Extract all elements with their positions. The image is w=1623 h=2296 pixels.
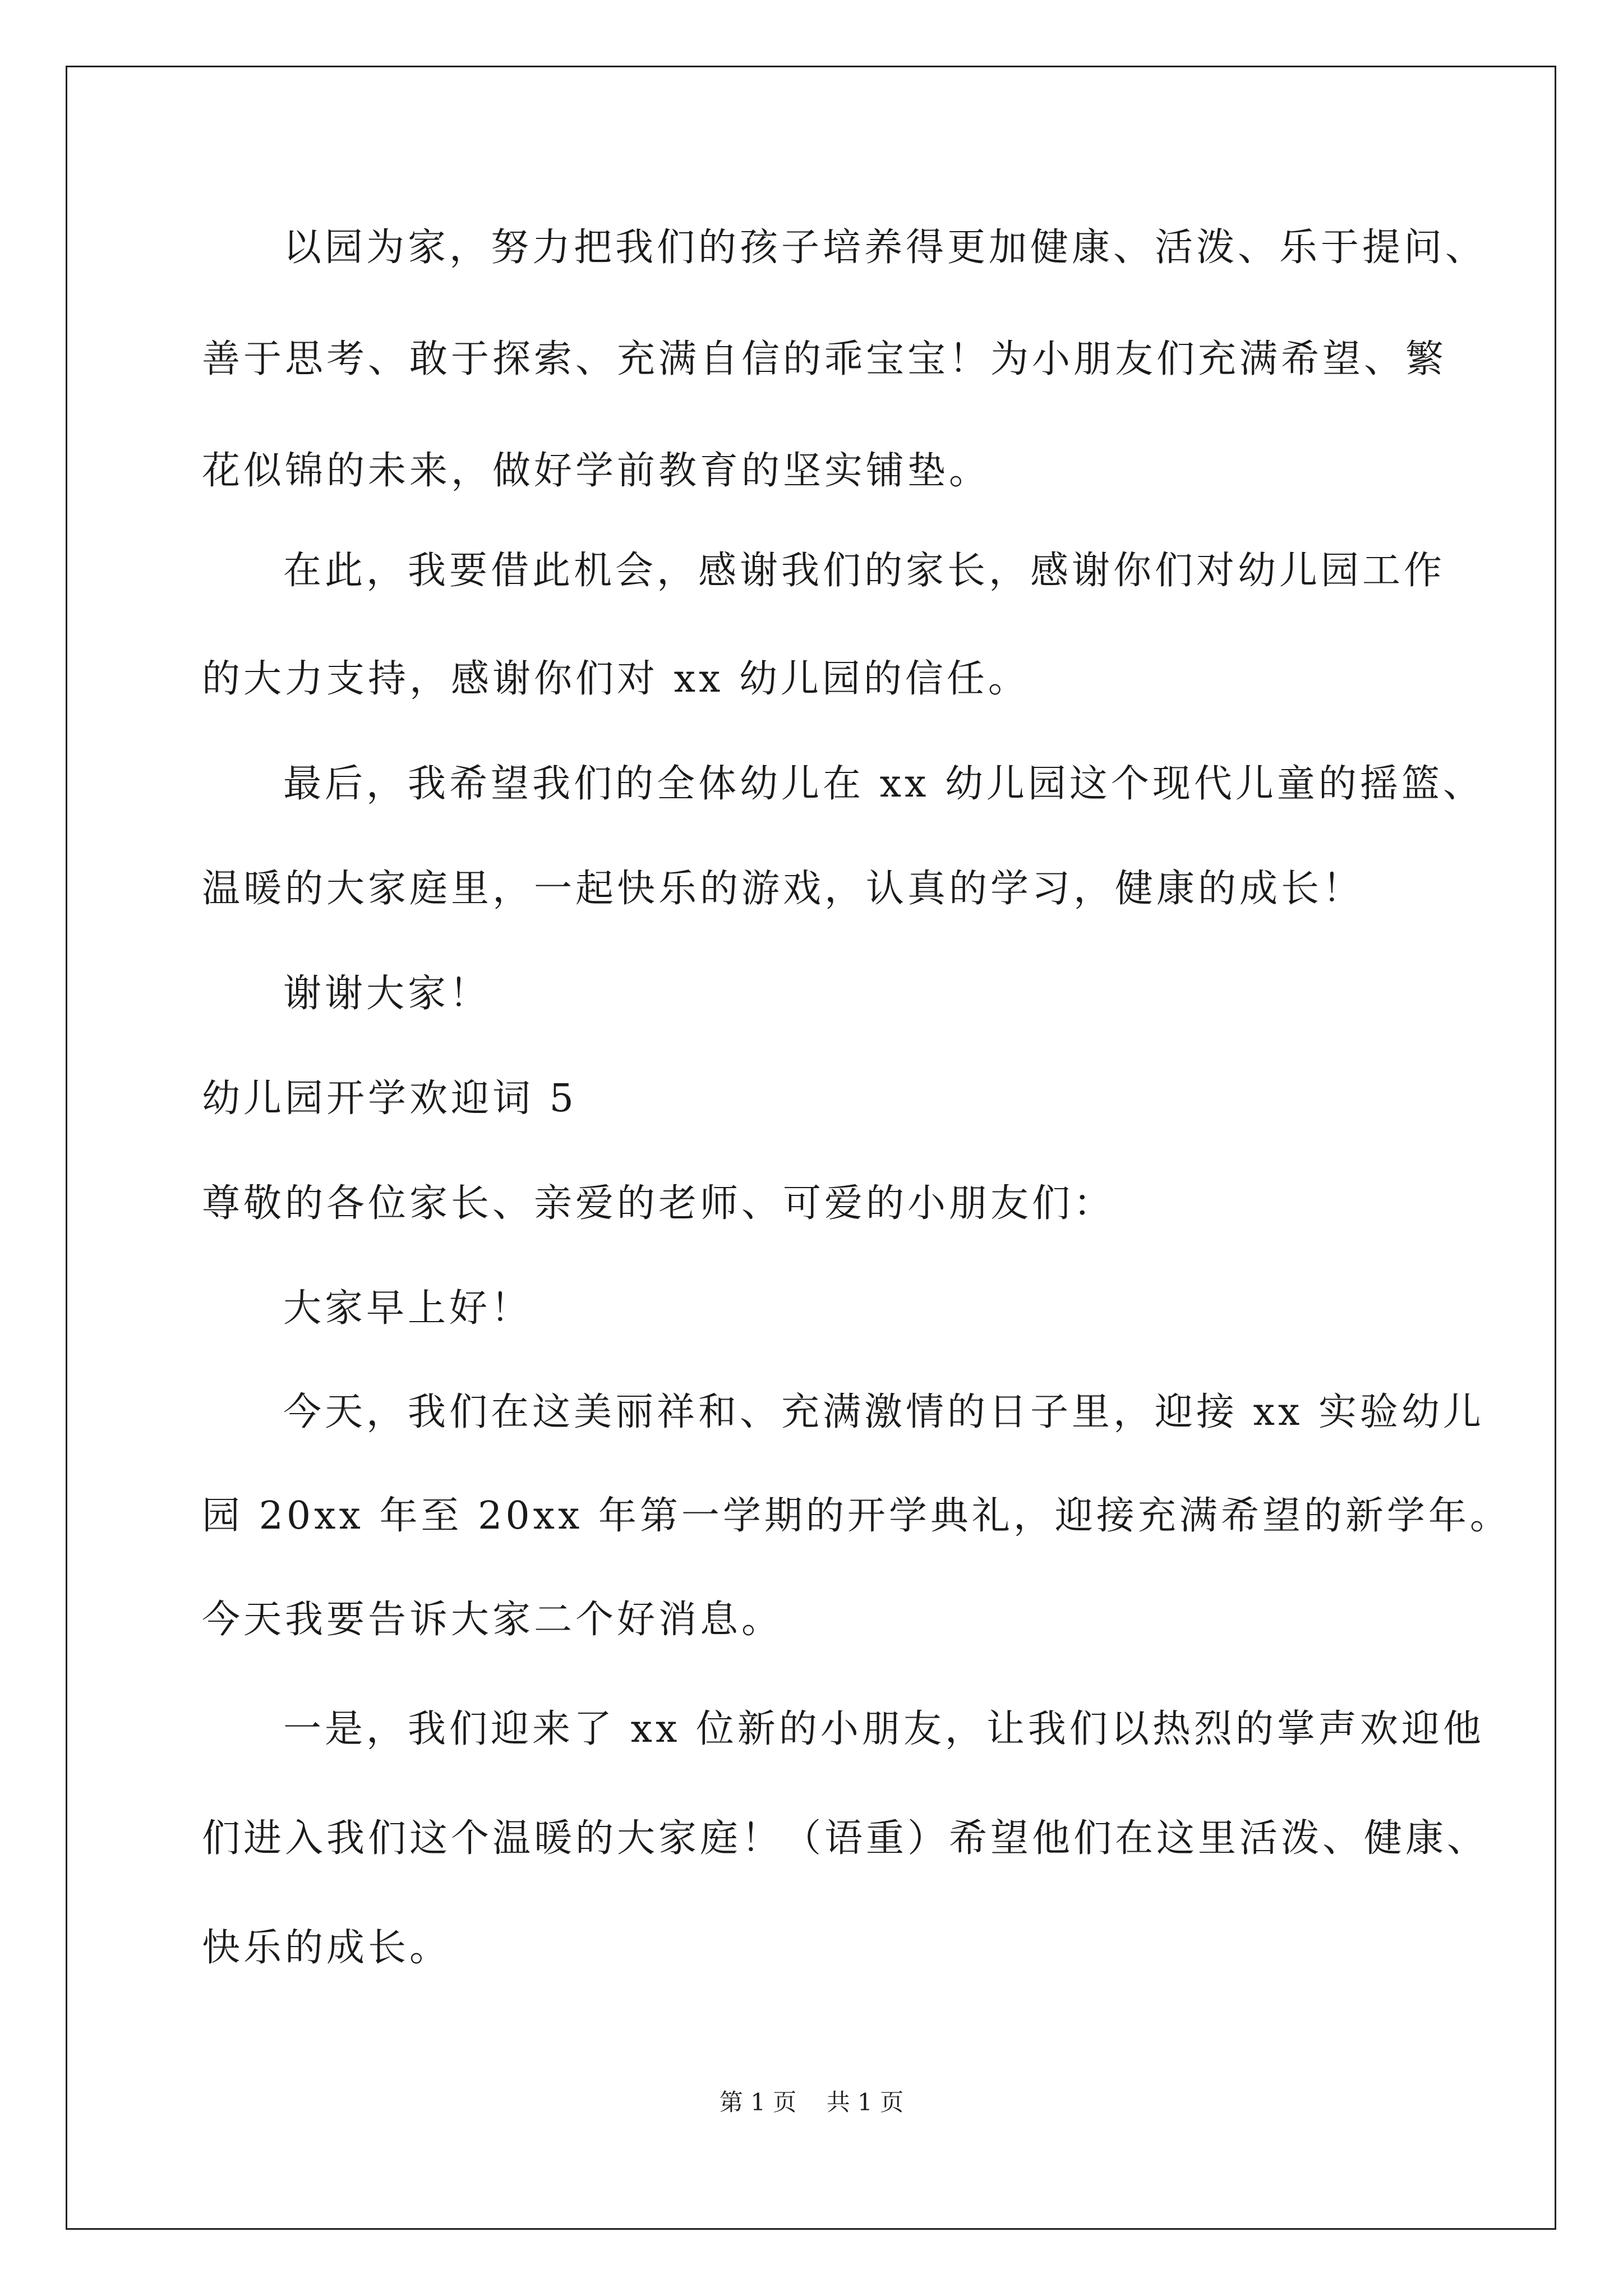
page-border bbox=[66, 66, 1556, 2230]
paragraph-line: 善于思考、敢于探索、充满自信的乖宝宝！为小朋友们充满希望、繁 bbox=[202, 337, 1447, 381]
section-heading: 幼儿园开学欢迎词 5 bbox=[202, 1076, 577, 1121]
paragraph-line: 今天我要告诉大家二个好消息。 bbox=[202, 1598, 783, 1642]
greeting: 大家早上好！ bbox=[283, 1286, 533, 1331]
paragraph-line: 一是，我们迎来了 xx 位新的小朋友，让我们以热烈的掌声欢迎他 bbox=[283, 1707, 1484, 1751]
paragraph-line: 花似锦的未来，做好学前教育的坚实铺垫。 bbox=[202, 449, 991, 493]
paragraph-line: 快乐的成长。 bbox=[202, 1926, 451, 1970]
paragraph-line: 谢谢大家！ bbox=[283, 972, 491, 1016]
paragraph-line: 在此，我要借此机会，感谢我们的家长，感谢你们对幼儿园工作 bbox=[283, 549, 1446, 593]
paragraph-line: 最后，我希望我们的全体幼儿在 xx 幼儿园这个现代儿童的摇篮、 bbox=[283, 762, 1484, 806]
page-footer: 第 1 页 共 1 页 bbox=[719, 2088, 904, 2116]
paragraph-line: 的大力支持，感谢你们对 xx 幼儿园的信任。 bbox=[202, 657, 1030, 701]
paragraph-line: 温暖的大家庭里，一起快乐的游戏，认真的学习，健康的成长！ bbox=[202, 867, 1364, 911]
paragraph-line: 以园为家，努力把我们的孩子培养得更加健康、活泼、乐于提问、 bbox=[283, 226, 1487, 270]
paragraph-line: 们进入我们这个温暖的大家庭！（语重）希望他们在这里活泼、健康、 bbox=[202, 1816, 1489, 1861]
salutation: 尊敬的各位家长、亲爱的老师、可爱的小朋友们： bbox=[202, 1181, 1115, 1226]
paragraph-line: 园 20xx 年至 20xx 年第一学期的开学典礼，迎接充满希望的新学年。 bbox=[202, 1494, 1511, 1538]
paragraph-line: 今天，我们在这美丽祥和、充满激情的日子里，迎接 xx 实验幼儿 bbox=[283, 1390, 1484, 1434]
